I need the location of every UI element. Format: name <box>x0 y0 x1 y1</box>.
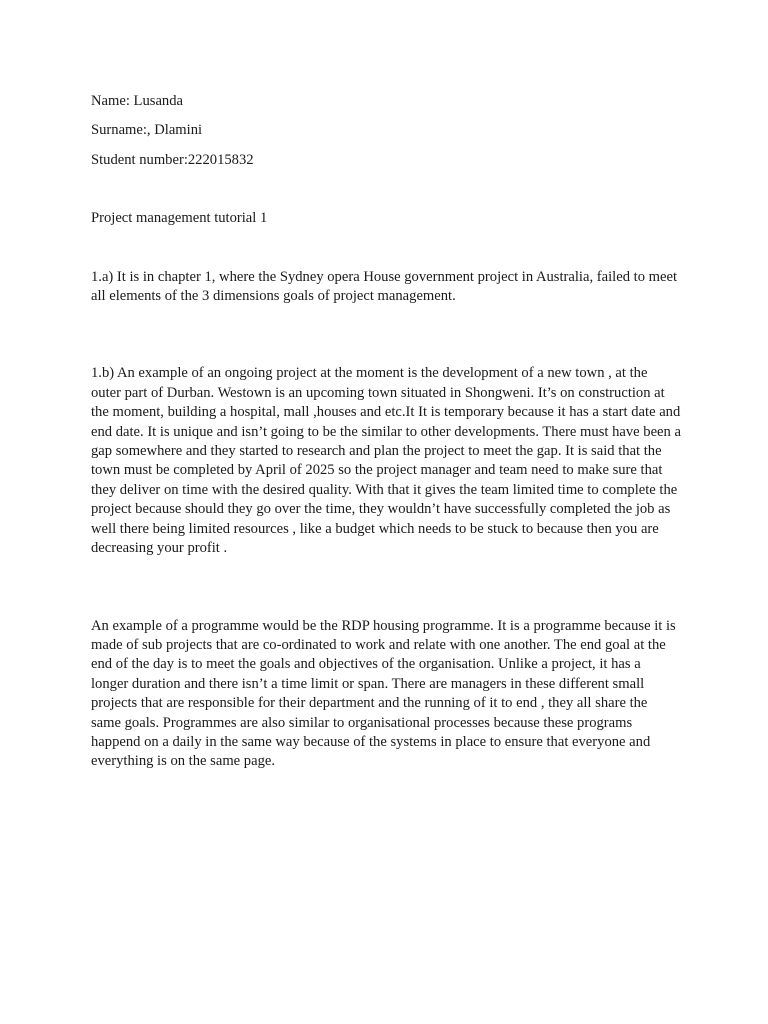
answer-1b: 1.b) An example of an ongoing project at the moment is the development of a new town , at the outer part of Durban. Westown is an upcoming town situated in Shongweni. It’s on construction at the moment, building a hospital, mall ,houses and etc.It It is temporary because it has a start date and end date. It is unique and isn’t going to be the similar to other developments. There must have been a gap somewhere and they started to research and plan the project to meet the gap. It is said that the town must be completed by April of 2025 so the project manager and team need to make sure that they deliver on time with the desired quality. With that it gives the team limited time to complete the project because should they go over the time, they wouldn’t have successfully completed the job as well there being limited resources , like a budget which needs to be stuck to because then you are decreasing your profit . <box>91 365 681 557</box>
document-title: Project management tutorial 1 <box>91 210 268 227</box>
spacer <box>91 170 681 190</box>
spacer <box>91 229 681 249</box>
student-name: Name: Lusanda <box>91 93 183 109</box>
student-number: Student number:222015832 <box>91 151 254 168</box>
answer-1a: 1.a) It is in chapter 1, where the Sydney opera House government project in Australia, failed to meet all elements of the 3 dimensions goals of project management. <box>91 268 677 305</box>
spacer <box>91 249 681 268</box>
spacer <box>91 344 681 364</box>
spacer <box>91 306 681 344</box>
spacer <box>91 559 681 597</box>
spacer <box>91 597 681 617</box>
spacer <box>91 190 681 209</box>
student-surname: Surname:, Dlamini <box>91 122 203 139</box>
answer-programme: An example of a programme would be the RDP housing programme. It is a programme because it is made of sub projects that are co-ordinated to work and relate with one another. The end goal at the end of the day is to meet the goals and objectives of the organisation. Unlike a project, it has a longer duration and there isn’t a time limit or span. There are managers in these different small projects that are responsible for their department and the running of it to end , they all share the same goals. Programmes are also similar to organisational processes because these programs happend on a daily in the same way because of the systems in place to ensure that everyone and everything is on the same page. <box>91 617 676 770</box>
document-body <box>91 92 681 772</box>
